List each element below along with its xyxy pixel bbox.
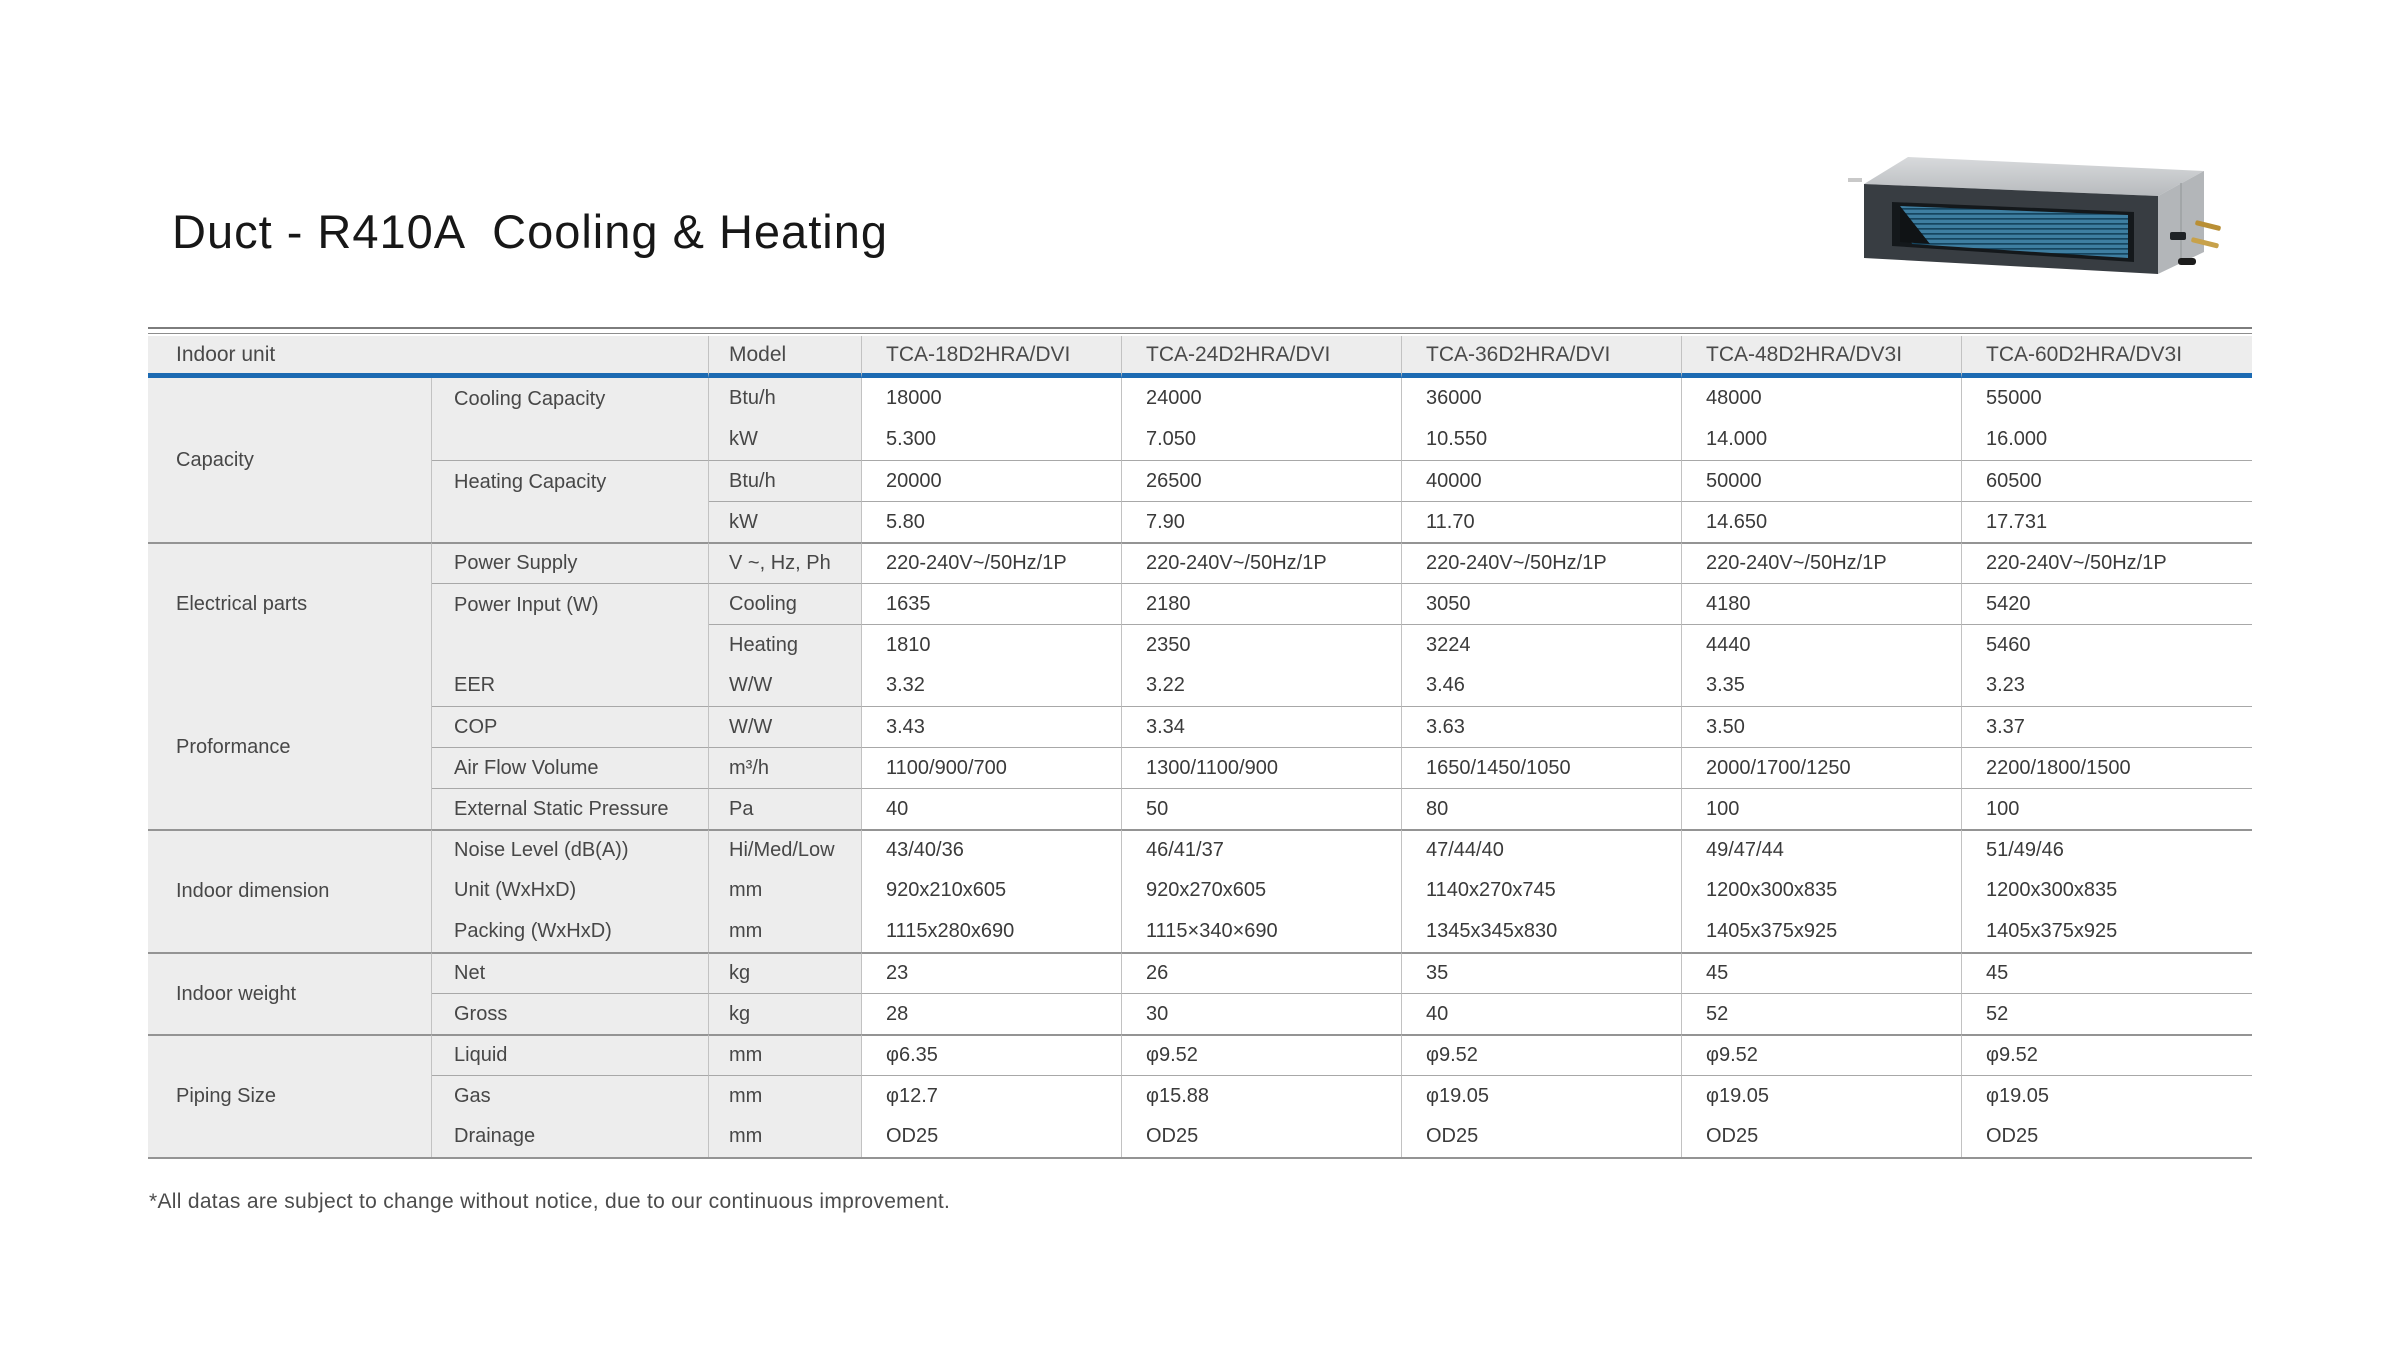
value-cell: 47/44/40 <box>1402 829 1682 870</box>
section-piping-size: Piping Size <box>148 1034 432 1157</box>
value-cell: 14.650 <box>1682 501 1962 542</box>
value-cell: φ6.35 <box>862 1034 1122 1075</box>
value-cell: 220-240V~/50Hz/1P <box>1682 542 1962 583</box>
value-cell: 1345x345x830 <box>1402 911 1682 952</box>
unit-cell: mm <box>709 870 862 911</box>
value-cell: OD25 <box>1402 1116 1682 1157</box>
value-cell: 920x270x605 <box>1122 870 1402 911</box>
unit-cell: W/W <box>709 665 862 706</box>
value-cell: 11.70 <box>1402 501 1682 542</box>
value-cell: 3.63 <box>1402 706 1682 747</box>
value-cell: 1405x375x925 <box>1682 911 1962 952</box>
value-cell: 3.35 <box>1682 665 1962 706</box>
unit-cell: kg <box>709 993 862 1034</box>
value-cell: 50000 <box>1682 460 1962 501</box>
value-cell: 7.050 <box>1122 419 1402 460</box>
value-cell: 28 <box>862 993 1122 1034</box>
value-cell: 2000/1700/1250 <box>1682 747 1962 788</box>
value-cell: 1405x375x925 <box>1962 911 2252 952</box>
value-cell: 2200/1800/1500 <box>1962 747 2252 788</box>
section-electrical-parts: Electrical parts <box>148 542 432 665</box>
value-cell: 920x210x605 <box>862 870 1122 911</box>
header-model-col-4: TCA-48D2HRA/DV3I <box>1682 336 1962 378</box>
value-cell: 45 <box>1682 952 1962 993</box>
value-cell: 24000 <box>1122 378 1402 419</box>
value-cell: OD25 <box>1122 1116 1402 1157</box>
title-product-line: Duct - R410A <box>172 205 467 258</box>
value-cell: 100 <box>1682 788 1962 829</box>
value-cell: 2350 <box>1122 624 1402 665</box>
value-cell: 5.300 <box>862 419 1122 460</box>
value-cell: 3224 <box>1402 624 1682 665</box>
section-capacity: Capacity <box>148 378 432 542</box>
value-cell: 3.46 <box>1402 665 1682 706</box>
duct-unit-product-image <box>1848 140 2248 295</box>
value-cell: φ15.88 <box>1122 1075 1402 1116</box>
value-cell: 52 <box>1682 993 1962 1034</box>
title-mode: Cooling & Heating <box>492 205 888 258</box>
value-cell: φ19.05 <box>1402 1075 1682 1116</box>
value-cell: 220-240V~/50Hz/1P <box>1402 542 1682 583</box>
value-cell: 16.000 <box>1962 419 2252 460</box>
header-model-col-2: TCA-24D2HRA/DVI <box>1122 336 1402 378</box>
attr-label: Unit (WxHxD) <box>432 870 709 911</box>
value-cell: 3.23 <box>1962 665 2252 706</box>
value-cell: 40 <box>1402 993 1682 1034</box>
value-cell: 5460 <box>1962 624 2252 665</box>
value-cell: 1115x280x690 <box>862 911 1122 952</box>
section-proformance: Proformance <box>148 665 432 829</box>
value-cell: OD25 <box>1682 1116 1962 1157</box>
value-cell: 4440 <box>1682 624 1962 665</box>
value-cell: 1635 <box>862 583 1122 624</box>
value-cell: 50 <box>1122 788 1402 829</box>
attr-label: Noise Level (dB(A)) <box>432 829 709 870</box>
attr-label: COP <box>432 706 709 747</box>
value-cell: 1810 <box>862 624 1122 665</box>
value-cell: 7.90 <box>1122 501 1402 542</box>
value-cell: 60500 <box>1962 460 2252 501</box>
unit-cell: kg <box>709 952 862 993</box>
attr-label: Power Supply <box>432 542 709 583</box>
value-cell: 1115×340×690 <box>1122 911 1402 952</box>
value-cell: 1300/1100/900 <box>1122 747 1402 788</box>
value-cell: 4180 <box>1682 583 1962 624</box>
attr-label: Gas <box>432 1075 709 1116</box>
unit-cell: W/W <box>709 706 862 747</box>
unit-cell: m³/h <box>709 747 862 788</box>
attr-label: Net <box>432 952 709 993</box>
unit-cell: Pa <box>709 788 862 829</box>
value-cell: 3050 <box>1402 583 1682 624</box>
value-cell: 100 <box>1962 788 2252 829</box>
attr-label: Gross <box>432 993 709 1034</box>
value-cell: OD25 <box>1962 1116 2252 1157</box>
value-cell: 48000 <box>1682 378 1962 419</box>
value-cell: φ9.52 <box>1962 1034 2252 1075</box>
value-cell: 55000 <box>1962 378 2252 419</box>
value-cell: OD25 <box>862 1116 1122 1157</box>
value-cell: φ12.7 <box>862 1075 1122 1116</box>
value-cell: 1650/1450/1050 <box>1402 747 1682 788</box>
header-model-col-1: TCA-18D2HRA/DVI <box>862 336 1122 378</box>
header-indoor-unit: Indoor unit <box>148 336 709 378</box>
value-cell: 3.32 <box>862 665 1122 706</box>
value-cell: 36000 <box>1402 378 1682 419</box>
value-cell: 14.000 <box>1682 419 1962 460</box>
value-cell: 52 <box>1962 993 2252 1034</box>
unit-cell: kW <box>709 419 862 460</box>
header-model: Model <box>709 336 862 378</box>
value-cell: 18000 <box>862 378 1122 419</box>
attr-label: Air Flow Volume <box>432 747 709 788</box>
value-cell: 220-240V~/50Hz/1P <box>1122 542 1402 583</box>
value-cell: 3.37 <box>1962 706 2252 747</box>
unit-cell: mm <box>709 1116 862 1157</box>
value-cell: 26 <box>1122 952 1402 993</box>
value-cell: 46/41/37 <box>1122 829 1402 870</box>
value-cell: 45 <box>1962 952 2252 993</box>
footnote: *All datas are subject to change without notice, due to our continuous improvement. <box>149 1190 951 1213</box>
value-cell: 17.731 <box>1962 501 2252 542</box>
value-cell: 1100/900/700 <box>862 747 1122 788</box>
unit-cell: Hi/Med/Low <box>709 829 862 870</box>
page-title <box>172 204 888 259</box>
header-model-col-5: TCA-60D2HRA/DV3I <box>1962 336 2252 378</box>
unit-cell: Cooling <box>709 583 862 624</box>
value-cell: 26500 <box>1122 460 1402 501</box>
value-cell: 43/40/36 <box>862 829 1122 870</box>
section-indoor-weight: Indoor weight <box>148 952 432 1034</box>
attr-label: Heating Capacity <box>432 460 709 542</box>
value-cell: 10.550 <box>1402 419 1682 460</box>
unit-cell: kW <box>709 501 862 542</box>
value-cell: 40 <box>862 788 1122 829</box>
unit-cell: Heating <box>709 624 862 665</box>
value-cell: φ9.52 <box>1402 1034 1682 1075</box>
value-cell: 23 <box>862 952 1122 993</box>
value-cell: φ19.05 <box>1682 1075 1962 1116</box>
unit-cell: mm <box>709 1034 862 1075</box>
value-cell: 1140x270x745 <box>1402 870 1682 911</box>
attr-label: Power Input (W) <box>432 583 709 665</box>
spec-table <box>148 336 2252 1159</box>
unit-cell: mm <box>709 1075 862 1116</box>
value-cell: φ19.05 <box>1962 1075 2252 1116</box>
value-cell: 5420 <box>1962 583 2252 624</box>
value-cell: 51/49/46 <box>1962 829 2252 870</box>
attr-label: External Static Pressure <box>432 788 709 829</box>
attr-label: EER <box>432 665 709 706</box>
value-cell: 5.80 <box>862 501 1122 542</box>
value-cell: φ9.52 <box>1122 1034 1402 1075</box>
value-cell: 3.50 <box>1682 706 1962 747</box>
value-cell: 20000 <box>862 460 1122 501</box>
unit-cell: V ~, Hz, Ph <box>709 542 862 583</box>
header-model-col-3: TCA-36D2HRA/DVI <box>1402 336 1682 378</box>
unit-cell: mm <box>709 911 862 952</box>
value-cell: 49/47/44 <box>1682 829 1962 870</box>
value-cell: 1200x300x835 <box>1682 870 1962 911</box>
value-cell: 30 <box>1122 993 1402 1034</box>
attr-label: Packing (WxHxD) <box>432 911 709 952</box>
unit-cell: Btu/h <box>709 460 862 501</box>
value-cell: 1200x300x835 <box>1962 870 2252 911</box>
value-cell: 220-240V~/50Hz/1P <box>862 542 1122 583</box>
table-top-double-rule <box>148 327 2252 334</box>
value-cell: 40000 <box>1402 460 1682 501</box>
value-cell: 80 <box>1402 788 1682 829</box>
value-cell: 35 <box>1402 952 1682 993</box>
value-cell: 220-240V~/50Hz/1P <box>1962 542 2252 583</box>
attr-label: Drainage <box>432 1116 709 1157</box>
value-cell: 3.43 <box>862 706 1122 747</box>
duct-unit-illustration <box>1848 140 2248 295</box>
attr-label: Cooling Capacity <box>432 378 709 460</box>
attr-label: Liquid <box>432 1034 709 1075</box>
unit-cell: Btu/h <box>709 378 862 419</box>
value-cell: 3.22 <box>1122 665 1402 706</box>
section-indoor-dimension: Indoor dimension <box>148 829 432 952</box>
value-cell: 2180 <box>1122 583 1402 624</box>
value-cell: 3.34 <box>1122 706 1402 747</box>
value-cell: φ9.52 <box>1682 1034 1962 1075</box>
